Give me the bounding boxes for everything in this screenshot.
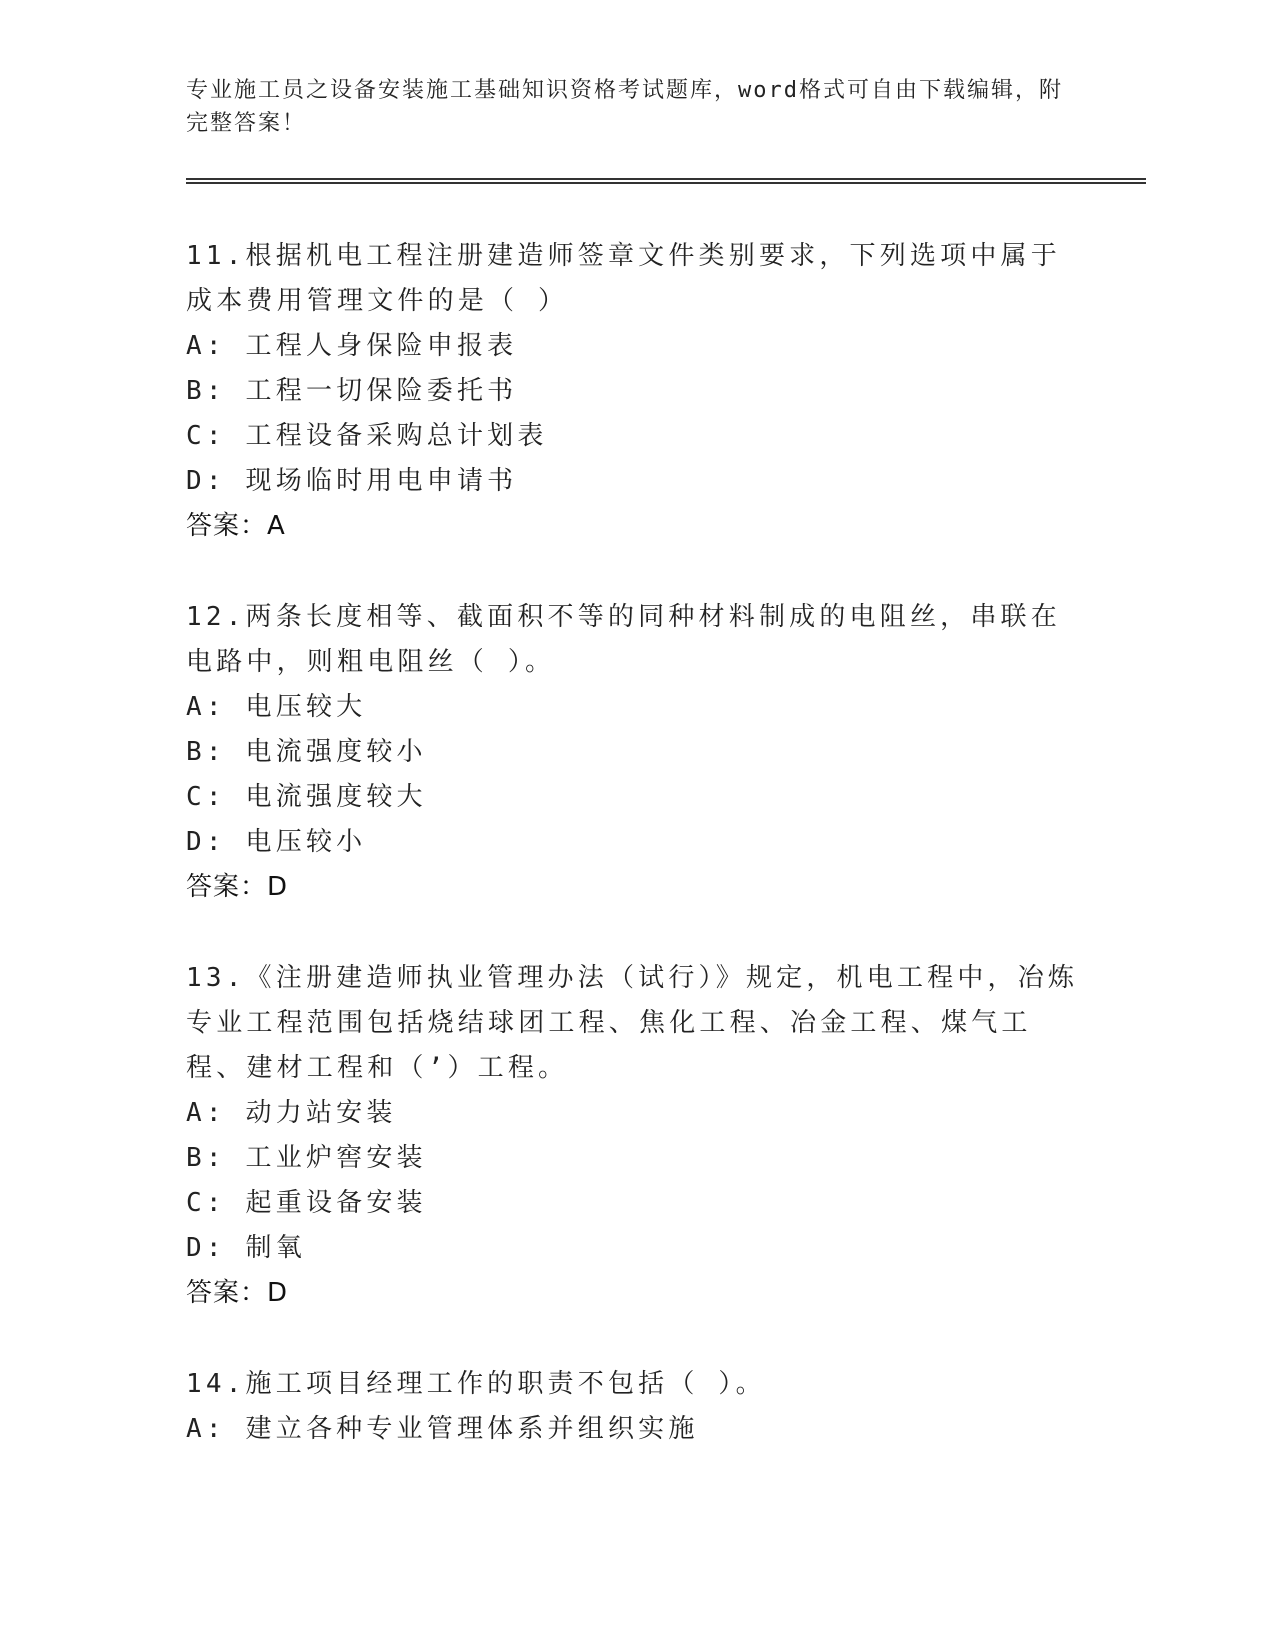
header-divider xyxy=(186,178,1146,184)
question-stem: 14.施工项目经理工作的职责不包括（ ）。 xyxy=(186,1369,766,1399)
option-a: A: 工程人身保险申报表 xyxy=(186,331,518,361)
option-b: B: 工业炉窖安装 xyxy=(186,1143,427,1173)
answer-text: 答案：D xyxy=(186,1278,289,1308)
answer-text: 答案：D xyxy=(186,872,289,902)
option-a: A: 电压较大 xyxy=(186,692,367,722)
question-13 xyxy=(186,956,1086,1316)
option-d: D: 制氧 xyxy=(186,1233,306,1263)
answer-text: 答案：A xyxy=(186,511,286,541)
option-c: C: 电流强度较大 xyxy=(186,782,427,812)
option-b: B: 电流强度较小 xyxy=(186,737,427,767)
question-stem: 12.两条长度相等、截面积不等的同种材料制成的电阻丝，串联在电路中，则粗电阻丝（ ）。 xyxy=(186,602,1061,677)
option-c: C: 起重设备安装 xyxy=(186,1188,427,1218)
question-stem: 11.根据机电工程注册建造师签章文件类别要求，下列选项中属于成本费用管理文件的是（ ） xyxy=(186,241,1061,316)
question-14 xyxy=(186,1362,1086,1452)
question-stem: 13.《注册建造师执业管理办法（试行）》规定，机电工程中，冶炼专业工程范围包括烧结球团工程、焦化工程、冶金工程、煤气工程、建材工程和（’）工程。 xyxy=(186,963,1079,1083)
option-a: A: 建立各种专业管理体系并组织实施 xyxy=(186,1414,699,1444)
question-12 xyxy=(186,595,1086,910)
document-header: 专业施工员之设备安装施工基础知识资格考试题库，word格式可自由下载编辑，附完整答案！ xyxy=(186,78,1063,136)
option-d: D: 现场临时用电申请书 xyxy=(186,466,518,496)
option-a: A: 动力站安装 xyxy=(186,1098,397,1128)
question-11 xyxy=(186,234,1086,549)
question-list xyxy=(186,234,1086,1498)
option-d: D: 电压较小 xyxy=(186,827,367,857)
option-c: C: 工程设备采购总计划表 xyxy=(186,421,548,451)
option-b: B: 工程一切保险委托书 xyxy=(186,376,518,406)
